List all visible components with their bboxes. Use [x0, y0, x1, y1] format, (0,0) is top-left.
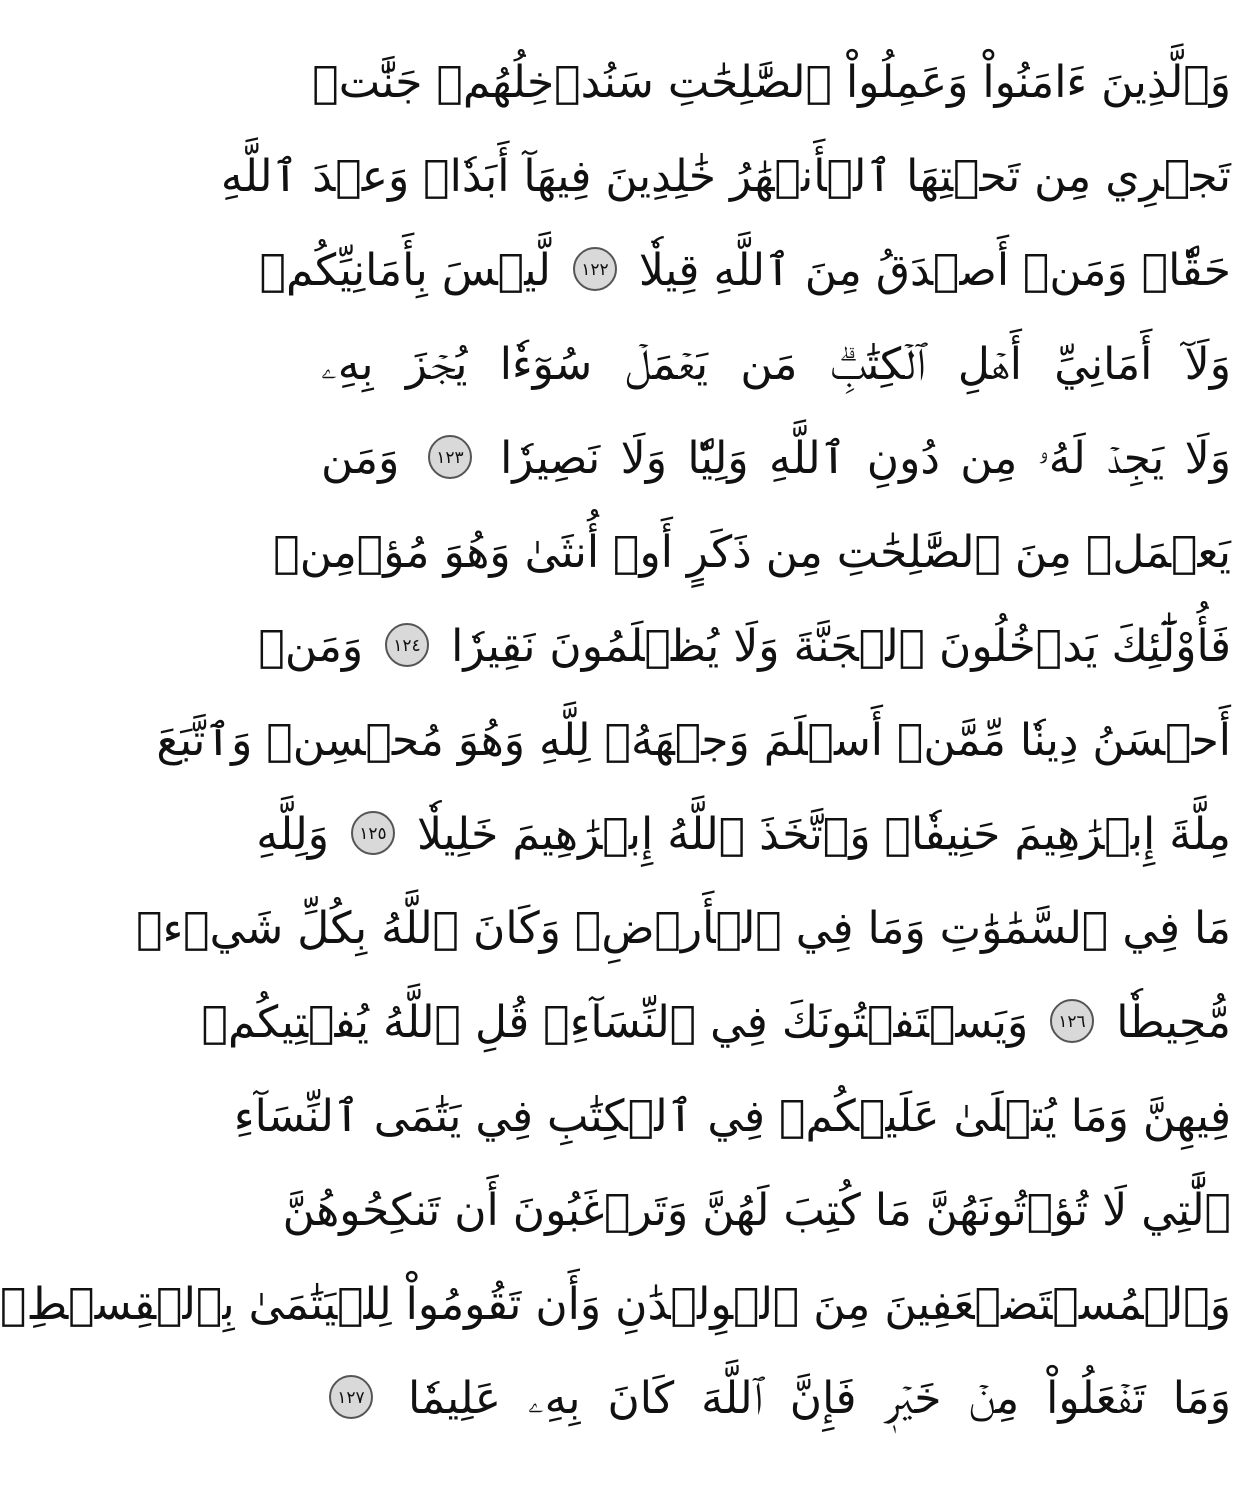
- verse-line: [258, 600, 1231, 694]
- verse-line: [156, 694, 1231, 788]
- verse-text: وَلِلَّهِ: [256, 809, 330, 860]
- verse-line: [312, 36, 1231, 130]
- verse-line: [233, 1070, 1231, 1164]
- verse-text: فَأُوْلَٰٓئِكَ يَدۡخُلُونَ ٱلۡجَنَّةَ وَلَا يُظۡلَمُونَ نَقِيرٗا: [451, 621, 1231, 672]
- ayah-number: ١٢٦: [1058, 1012, 1086, 1032]
- verse-text: يَعۡمَلۡ مِنَ ٱلصَّٰلِحَٰتِ مِن ذَكَرٍ أَوۡ أُنثَىٰ وَهُوَ مُؤۡمِنٞ: [273, 527, 1231, 578]
- verse-line: [256, 788, 1231, 882]
- verse-text: مُّحِيطٗا: [1116, 997, 1231, 1048]
- ayah-end-circle-icon: [327, 1373, 375, 1421]
- ayah-number: ١٢٢: [581, 260, 609, 280]
- verse-line: [0, 1258, 1231, 1352]
- ayah-number-marker: [426, 433, 474, 481]
- ayah-number-marker: [1048, 997, 1096, 1045]
- ayah-number: ١٢٥: [359, 824, 387, 844]
- ayah-number-marker: [383, 621, 431, 669]
- verse-text: ٱلَّٰتِي لَا تُؤۡتُونَهُنَّ مَا كُتِبَ لَهُنَّ وَتَرۡغَبُونَ أَن تَنكِحُوهُنَّ: [282, 1185, 1231, 1236]
- verse-line: [321, 318, 1231, 412]
- verse-text: وَمَا تَفۡعَلُواْ مِنۡ خَيۡرٖ فَإِنَّ ٱللَّهَ كَانَ بِهِۦ عَلِيمٗا: [408, 1373, 1231, 1424]
- verse-text: وَلَآ أَمَانِيِّ أَهۡلِ ٱلۡكِتَٰبِۗ مَن يَعۡمَلۡ سُوٓءٗا يُجۡزَ بِهِۦ: [321, 339, 1231, 390]
- verse-text: فِيهِنَّ وَمَا يُتۡلَىٰ عَلَيۡكُمۡ فِي ٱلۡكِتَٰبِ فِي يَتَٰمَى ٱلنِّسَآءِ: [233, 1091, 1231, 1142]
- verse-text: مِلَّةَ إِبۡرَٰهِيمَ حَنِيفٗاۗ وَٱتَّخَذَ ٱللَّهُ إِبۡرَٰهِيمَ خَلِيلٗا: [417, 809, 1231, 860]
- verse-line: [282, 1164, 1231, 1258]
- ayah-end-circle-icon: [426, 433, 474, 481]
- ayah-number-marker: [349, 809, 397, 857]
- ayah-number: ١٢٤: [393, 636, 421, 656]
- ayah-number: ١٢٧: [337, 1388, 365, 1408]
- verse-text: حَقّٗاۚ وَمَنۡ أَصۡدَقُ مِنَ ٱللَّهِ قِيلٗا: [638, 245, 1231, 296]
- ayah-end-circle-icon: [571, 245, 619, 293]
- verse-line: [321, 412, 1231, 506]
- ayah-end-circle-icon: [349, 809, 397, 857]
- verse-text: وَمَن: [321, 433, 400, 484]
- verse-line: [259, 224, 1231, 318]
- verse-text: وَيَسۡتَفۡتُونَكَ فِي ٱلنِّسَآءِۖ قُلِ ٱللَّهُ يُفۡتِيكُمۡ: [201, 997, 1029, 1048]
- verse-line: [201, 976, 1231, 1070]
- verse-line: [273, 506, 1231, 600]
- ayah-end-circle-icon: [1048, 997, 1096, 1045]
- verse-text: مَا فِي ٱلسَّمَٰوَٰتِ وَمَا فِي ٱلۡأَرۡضِۚ وَكَانَ ٱللَّهُ بِكُلِّ شَيۡءٖ: [136, 903, 1231, 954]
- ayah-number-marker: [571, 245, 619, 293]
- verse-text: أَحۡسَنُ دِينٗا مِّمَّنۡ أَسۡلَمَ وَجۡهَهُۥ لِلَّهِ وَهُوَ مُحۡسِنٞ وَٱتَّبَعَ: [156, 715, 1231, 766]
- verse-text: وَٱلَّذِينَ ءَامَنُواْ وَعَمِلُواْ ٱلصَّٰلِحَٰتِ سَنُدۡخِلُهُمۡ جَنَّٰتٖ: [312, 57, 1231, 108]
- verse-text: تَجۡرِي مِن تَحۡتِهَا ٱلۡأَنۡهَٰرُ خَٰلِدِينَ فِيهَآ أَبَدٗاۖ وَعۡدَ ٱللَّهِ: [220, 151, 1231, 202]
- ayah-end-circle-icon: [383, 621, 431, 669]
- ayah-number: ١٢٣: [435, 448, 464, 468]
- verse-line: [136, 882, 1231, 976]
- verse-text: وَلَا يَجِدۡ لَهُۥ مِن دُونِ ٱللَّهِ وَلِيّٗا وَلَا نَصِيرٗا: [500, 433, 1231, 484]
- verse-text: وَٱلۡمُسۡتَضۡعَفِينَ مِنَ ٱلۡوِلۡدَٰنِ وَأَن تَقُومُواْ لِلۡيَتَٰمَىٰ بِٱلۡقِسۡطِۚ: [0, 1279, 1231, 1330]
- verse-line: [220, 130, 1231, 224]
- verse-text: لَّيۡسَ بِأَمَانِيِّكُمۡ: [259, 245, 551, 296]
- verse-line: [321, 1352, 1231, 1446]
- verse-text: وَمَنۡ: [258, 621, 364, 672]
- ayah-number-marker: [327, 1373, 375, 1421]
